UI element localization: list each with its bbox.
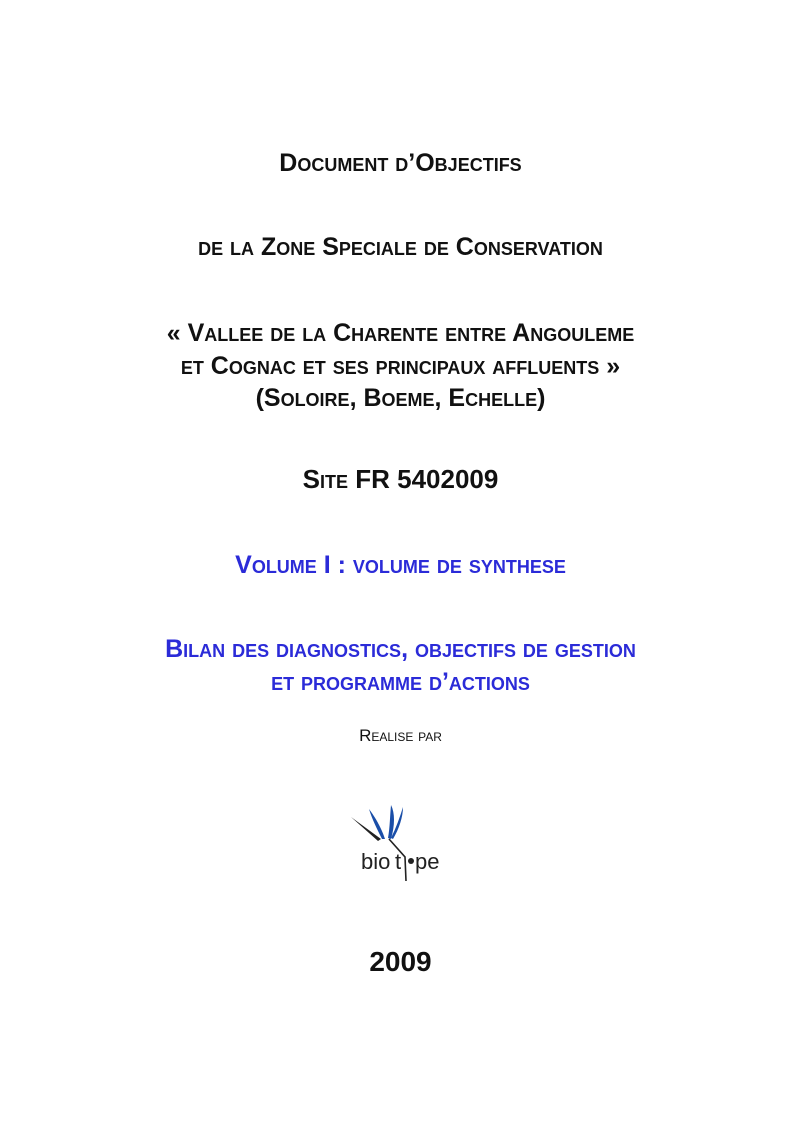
subtitle-line-1: Bilan des diagnostics, objectifs de gestion: [165, 635, 636, 663]
credit-label: Realise par: [359, 726, 442, 745]
publication-year: 2009: [369, 946, 432, 977]
biotope-logo: [345, 803, 445, 885]
site-code: Site FR 5402009: [302, 464, 499, 494]
subtitle-line-2: et programme d’actions: [271, 668, 530, 696]
svg-text:pe: pe: [415, 849, 440, 874]
site-name-line-3: (Soloire, Boeme, Echelle): [255, 384, 546, 412]
dragonfly-logo-icon: [345, 803, 445, 885]
document-title-line-2: de la Zone Speciale de Conservation: [198, 233, 603, 261]
document-title-line-1: Document d’Objectifs: [279, 149, 522, 177]
svg-text:bio: bio: [361, 849, 391, 874]
site-name-line-2: et Cognac et ses principaux affluents »: [180, 352, 621, 380]
volume-title: Volume I : volume de synthese: [235, 551, 566, 579]
site-name-line-1: « Vallee de la Charente entre Angouleme: [166, 319, 635, 347]
svg-text:t: t: [395, 849, 402, 874]
